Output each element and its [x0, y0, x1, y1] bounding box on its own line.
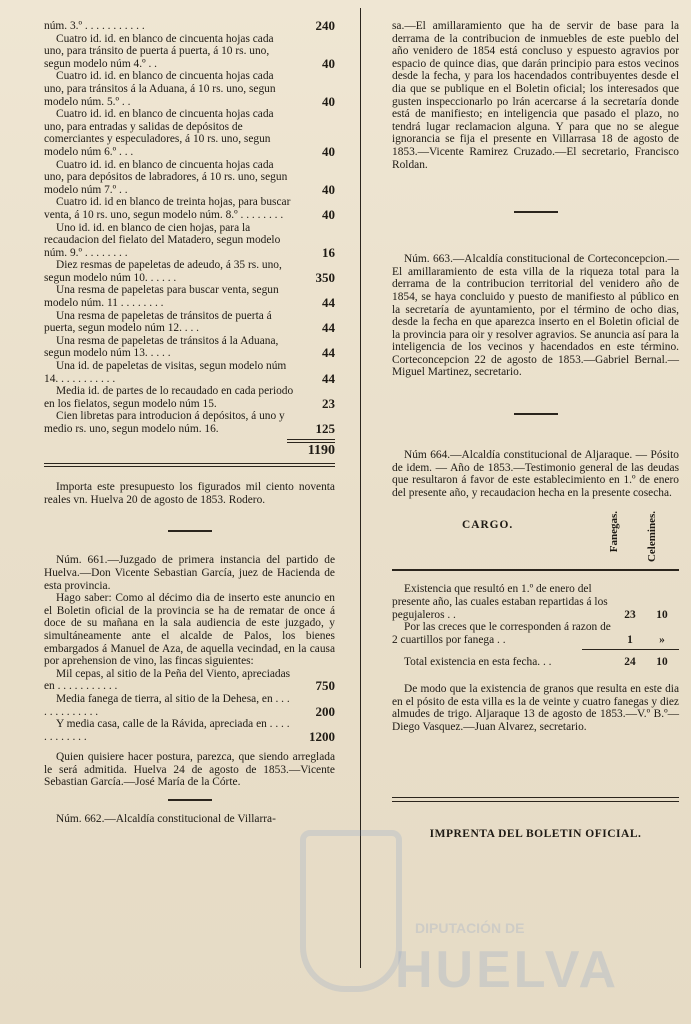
item-text: núm. 3.º . . . . . . . . . . . [44, 20, 145, 32]
cargo-row-text: Por las creces que le corresponden á razon de 2 cuartillos por fanega . . [392, 621, 611, 646]
fanegas-header: Fanegas. [608, 511, 620, 553]
item-amount: 40 [322, 181, 335, 197]
notice-663: Núm. 663.—Alcaldía constitucional de Corteconcepcion.—El amillaramiento de esta villa de la riqueza total para la derrama de la contribucion territorial del venidero año de 1854, se haya concluido y puesto de manifiesto al público en la secretaría de ayuntamiento, por el término de ocho dias, desde la fecha en que aparezca inserto en el Boletin oficial de la provincia para oir y resolver agravios. Se anuncia así para la inteligencia de los vecinos y hacendados en este término. Corteconcepcion 22 de agosto de 1853.—Gabriel Bernal.—Miguel Martinez, secretario. [392, 253, 679, 379]
list-item [44, 20, 335, 33]
list-item [44, 310, 335, 335]
fincas-list [44, 668, 335, 744]
cargo-rule [392, 569, 679, 571]
item-amount: 40 [322, 206, 335, 222]
section-separator [514, 413, 558, 415]
item-text: Cuatro id. id. en blanco de cincuenta hojas cada uno, para tránsitos á la Aduana, á 10 rs. uno, segun modelo núm. 5.º . . [44, 70, 276, 108]
cargo-total-row [392, 656, 679, 669]
item-amount: 40 [322, 93, 335, 109]
footer-rule [392, 797, 679, 802]
celemines-header: Celemines. [646, 511, 658, 563]
item-amount: 40 [322, 143, 335, 159]
item-text: Cuatro id. id. en blanco de cincuenta hojas cada uno, para entradas y salidas de depósitos de comerciantes y especuladores, á 10 rs. uno, segun modelo núm 6.º . . . [44, 108, 274, 158]
cargo-title: CARGO. [462, 519, 514, 532]
cargo-row-fanegas: 1 [627, 633, 633, 646]
notice-664: Núm 664.—Alcaldía constitucional de Aljaraque. — Pósito de idem. — Año de 1853.—Testimonio general de las deudas que resultaron á favor de este establecimiento en 1.º de enero del presente año, y recaudacion hecha en la presente cosecha. [392, 449, 679, 499]
list-item [44, 196, 335, 221]
cargo-total-text: Total existencia en esta fecha. . . [404, 656, 552, 669]
importa-text: Importa este presupuesto los figurados mil ciento noventa reales vn. Huelva 20 de agosto de 1853. Rodero. [44, 481, 335, 506]
sum-rule [582, 649, 679, 650]
item-amount: 200 [315, 703, 335, 719]
notice-661-closing: Quien quisiere hacer postura, parezca, que siendo arreglada le será admitida. Huelva 24 de agosto de 1853.—Vicente Sebastian García.—José María de la Córte. [44, 751, 335, 789]
section-separator [168, 530, 212, 532]
item-amount: 125 [315, 421, 335, 436]
left-column [44, 20, 335, 826]
cargo-total-fanegas: 24 [624, 656, 636, 669]
item-amount: 44 [322, 295, 335, 311]
right-column [392, 20, 679, 841]
list-item [44, 410, 335, 435]
section-separator [514, 211, 558, 213]
section-separator [168, 799, 212, 801]
item-text: Mil cepas, al sitio de la Peña del Viento, apreciadas en . . . . . . . . . . . [44, 667, 291, 693]
notice-662-start: Núm. 662.—Alcaldía constitucional de Villarra- [56, 813, 276, 826]
item-text: Media fanega de tierra, al sitio de la Dehesa, en . . . . . . . . . . . . . [44, 692, 290, 718]
notice-664-closing: De modo que la existencia de granos que resulta en este dia en el pósito de esta villa es la de veinte y cuatro fanegas y diez almudes de trigo. Aljaraque 13 de agosto de 1853.—V.º B.º—Diego Vasquez.—Juan Alvarez, secretario. [392, 683, 679, 733]
notice-661-heading: Núm. 661.—Juzgado de primera instancia del partido de Huelva.—Don Vicente Sebastian García, juez de Hacienda de esta provincia. [44, 554, 335, 592]
cargo-total-celemines: 10 [656, 656, 668, 669]
item-text: Uno id. id. en blanco de cien hojas, para la recaudacion del fielato del Matadero, segun modelo núm. 9.º . . . . . . . . [44, 221, 281, 259]
watermark-city: HUELVA [395, 941, 620, 999]
finca-item [44, 668, 335, 693]
item-text: Cuatro id. id. en blanco de cincuenta hojas cada uno, para tránsito de puerta á puerta, á 10 rs. uno, segun modelo núm 4.º . . [44, 32, 274, 70]
watermark-subtitle: DIPUTACIÓN DE [415, 920, 525, 936]
list-item [44, 284, 335, 309]
list-item [44, 259, 335, 284]
item-text: Media id. de partes de lo recaudado en cada periodo en los fielatos, segun modelo núm 15. [44, 385, 294, 410]
cargo-rows [392, 583, 679, 646]
cargo-row-fanegas: 23 [624, 608, 636, 621]
item-amount: 44 [322, 370, 335, 386]
divider [44, 463, 335, 467]
item-text: Cien libretas para introducion á depósitos, á uno y medio rs. uno, segun modelo núm. 16. [44, 410, 285, 435]
item-text: Cuatro id. id en blanco de treinta hojas, para buscar venta, á 10 rs. uno, segun modelo núm. 8.º . . . . . . . . [44, 196, 291, 221]
item-amount: 23 [322, 395, 335, 411]
item-text: Y media casa, calle de la Rávida, apreciada en . . . . . . . . . . . . [44, 718, 290, 743]
list-item [44, 108, 335, 158]
item-text: Una id. de papeletas de visitas, segun modelo núm 14. . . . . . . . . . . [44, 360, 287, 385]
budget-total: 1190 [307, 442, 335, 458]
finca-item [44, 718, 335, 743]
item-text: Cuatro id. id. en blanco de cincuenta hojas cada uno, para depósitos de labradores, á 10 rs. uno, segun modelo núm 7.º . . [44, 158, 288, 196]
cargo-row-celemines: » [659, 633, 665, 646]
cargo-row-celemines: 10 [656, 608, 668, 621]
item-amount: 350 [315, 269, 335, 285]
notice-661-body: Hago saber: Como al décimo dia de inserto este anuncio en el Boletin oficial de la provincia se ha de rematar de once á doce de su mañana en la sala audiencia de este juzgado, y simultáneamente ante el alcalde de Palos, los bienes embargados á Manuel de Aza, de aquella vecindad, en la causa por aprehension de vino, las fincas siguientes: [44, 592, 335, 668]
cargo-table-header [392, 507, 679, 567]
item-amount: 16 [322, 244, 335, 260]
item-text: Una resma de papeletas de tránsitos á la Aduana, segun modelo núm 13. . . . . [44, 334, 279, 360]
item-text: Una resma de papeletas para buscar venta, segun modelo núm. 11 . . . . . . . . [44, 284, 279, 310]
watermark-logo [300, 820, 630, 1010]
item-amount: 44 [322, 320, 335, 336]
item-text: Diez resmas de papeletas de adeudo, á 35 rs. uno, segun modelo núm 10. . . . . . [44, 259, 282, 284]
coat-of-arms-icon [300, 830, 402, 992]
list-item [44, 385, 335, 410]
item-text: Una resma de papeletas de tránsitos de puerta á puerta, segun modelo núm 12. . . . [44, 309, 272, 335]
list-item [44, 33, 335, 71]
imprenta-footer: IMPRENTA DEL BOLETIN OFICIAL. [429, 828, 642, 841]
cargo-row-text: Existencia que resultó en 1.º de enero del presente año, las cuales estaban repartidas á los pegujaleros . . [392, 583, 608, 621]
item-amount: 40 [322, 55, 335, 71]
cargo-row [392, 583, 679, 621]
cargo-row [392, 621, 679, 646]
budget-items [44, 33, 335, 436]
list-item [44, 70, 335, 108]
item-amount: 1200 [309, 728, 335, 744]
list-item [44, 159, 335, 197]
list-item [44, 335, 335, 360]
item-amount: 44 [322, 345, 335, 361]
item-amount: 750 [315, 678, 335, 694]
list-item [44, 222, 335, 260]
list-item [44, 360, 335, 385]
notice-662-continuation: sa.—El amillaramiento que ha de servir de base para la derrama de la contribucion de inmuebles de este pueblo del año venidero de 1854 está concluso y espuesto agravios por espacio de quince dias, que darán principio para estos vecinos desde la fecha, y para los hacendados contribuyentes desde el dia que se publique en el Boletin oficial; los interesados que gusten inspeccionarlo po lrán acercarse á la secretaría donde está de manifiesto; en inteligencia que pasado el plazo, no tendrá lugar reclamacion alguna. Y para que no se alegue ignorancia se fija el presente en Villarrasa 18 de agosto de 1853.—Vicente Ramirez Cruzado.—El secretario, Francisco Roldan. [392, 20, 679, 171]
item-amount: 240 [315, 18, 335, 33]
finca-item [44, 693, 335, 718]
